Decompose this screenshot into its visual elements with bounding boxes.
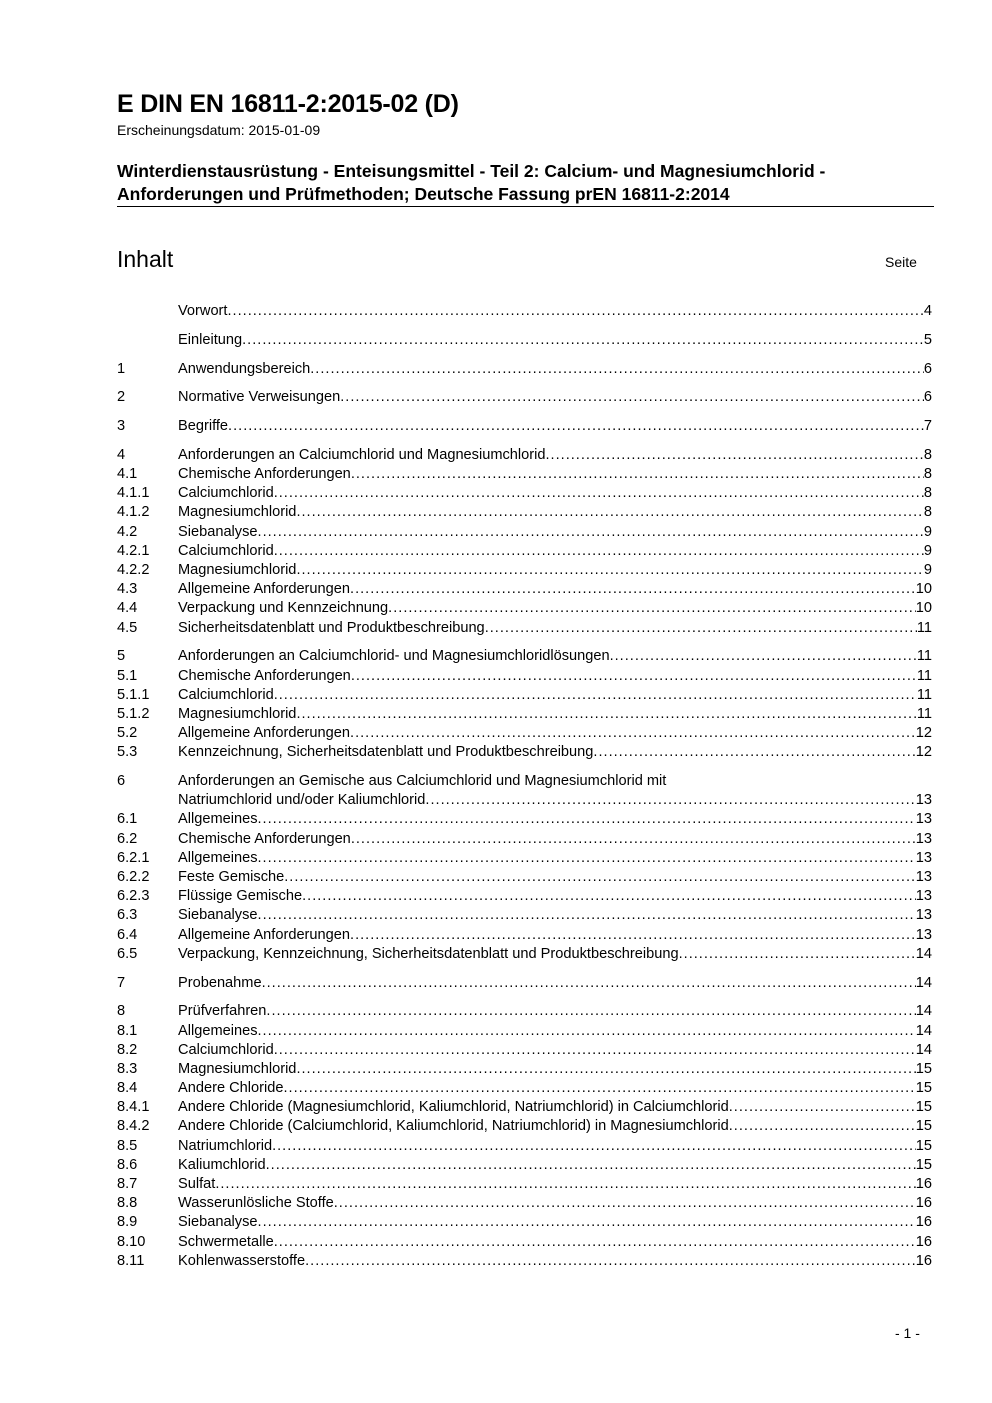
toc-entry-title: Allgemeines xyxy=(178,1022,258,1039)
toc-entry-title: Allgemeine Anforderungen xyxy=(178,725,351,742)
dot-leader xyxy=(350,724,916,743)
toc-entry-title: Magnesiumchlorid xyxy=(178,1060,297,1077)
document-title xyxy=(117,160,932,206)
dot-leader xyxy=(334,1194,916,1213)
toc-entry-page: 13 xyxy=(915,830,932,847)
toc-entry-title: Chemische Anforderungen xyxy=(178,830,351,847)
toc-entry[interactable] xyxy=(117,724,932,743)
toc-entry-page: 10 xyxy=(915,600,932,617)
toc-entry[interactable] xyxy=(117,1079,932,1098)
toc-entry-number: 8.5 xyxy=(117,1137,138,1154)
toc-entry-number: 5.1 xyxy=(117,667,138,684)
dot-leader xyxy=(350,926,916,945)
toc-entry-page: 13 xyxy=(915,888,932,905)
toc-entry-page: 12 xyxy=(915,725,932,742)
dot-leader xyxy=(242,331,924,350)
toc-entry-page: 16 xyxy=(915,1176,932,1193)
dot-leader xyxy=(258,849,916,868)
toc-entry-page: 14 xyxy=(915,1022,932,1039)
toc-entry-title: Einleitung xyxy=(178,331,243,348)
toc-entry[interactable] xyxy=(117,647,932,666)
toc-entry-page: 15 xyxy=(915,1080,932,1097)
toc-entry[interactable] xyxy=(117,974,932,993)
toc-entry-title: Magnesiumchlorid xyxy=(178,504,297,521)
toc-entry-number: 4.1.2 xyxy=(117,504,150,521)
toc-entry-number: 6.3 xyxy=(117,907,138,924)
dot-leader xyxy=(258,1213,916,1232)
toc-entry[interactable] xyxy=(117,906,932,925)
toc-entry-number: 1 xyxy=(117,360,126,377)
dot-leader xyxy=(350,580,916,599)
dot-leader xyxy=(258,906,916,925)
dot-leader xyxy=(272,1137,916,1156)
toc-entry[interactable] xyxy=(117,561,932,580)
dot-leader xyxy=(258,810,916,829)
toc-entry-title: Calciumchlorid xyxy=(178,542,274,559)
toc-entry[interactable] xyxy=(117,599,932,618)
dot-leader xyxy=(351,830,916,849)
dot-leader xyxy=(729,1117,916,1136)
toc-entry-first-line[interactable] xyxy=(117,772,932,791)
toc-entry-title: Magnesiumchlorid xyxy=(178,705,297,722)
toc-entry-number: 8.1 xyxy=(117,1022,138,1039)
toc-entry-number: 8.11 xyxy=(117,1252,145,1269)
toc-entry-page: 8 xyxy=(923,485,932,502)
toc-entry-page: 14 xyxy=(915,974,932,991)
toc-entry[interactable] xyxy=(117,743,932,762)
toc-entry[interactable] xyxy=(117,302,932,321)
toc-entry-number: 5.3 xyxy=(117,744,138,761)
toc-entry-page: 4 xyxy=(923,303,932,319)
toc-entry[interactable] xyxy=(117,388,932,407)
dot-leader xyxy=(610,647,917,666)
toc-entry-page: 7 xyxy=(923,418,932,435)
toc-entry-page: 6 xyxy=(923,389,932,406)
toc-entry-page: 16 xyxy=(915,1233,932,1250)
toc-entry-title: Natriumchlorid xyxy=(178,1137,273,1154)
toc-entry-page: 16 xyxy=(915,1214,932,1231)
toc-entry-page: 14 xyxy=(915,1041,932,1058)
toc-entry-number: 6.1 xyxy=(117,811,138,828)
toc-entry-page: 16 xyxy=(915,1252,932,1269)
toc-entry-page: 6 xyxy=(923,360,932,377)
toc-entry[interactable] xyxy=(117,686,932,705)
toc-entry-title: Schwermetalle xyxy=(178,1233,274,1250)
toc-entry[interactable] xyxy=(117,868,932,887)
toc-entry-title-line-1: Anforderungen an Gemische aus Calciumchlorid und Magnesiumchlorid mit xyxy=(178,773,667,790)
toc-entry-title: Vorwort xyxy=(178,303,228,319)
toc-entry-page: 11 xyxy=(916,667,932,684)
toc-entry-title: Anforderungen an Calciumchlorid- und Magnesiumchloridlösungen xyxy=(178,648,610,665)
toc-entry-title: Siebanalyse xyxy=(178,907,258,924)
toc-entry-page: 9 xyxy=(923,523,932,540)
dot-leader xyxy=(274,1041,916,1060)
dot-leader xyxy=(266,1002,915,1021)
toc-entry-title: Probenahme xyxy=(178,974,262,991)
dot-leader xyxy=(679,945,916,964)
toc-entry-page: 13 xyxy=(915,811,932,828)
toc-entry-title: Wasserunlösliche Stoffe xyxy=(178,1195,334,1212)
toc-entry[interactable] xyxy=(117,1194,932,1213)
toc-entry-number: 4.2.2 xyxy=(117,562,150,579)
toc-entry-page: 5 xyxy=(923,331,932,348)
dot-leader xyxy=(228,417,924,436)
toc-entry-number: 8.3 xyxy=(117,1060,138,1077)
toc-entry-number: 5.1.1 xyxy=(117,686,150,703)
toc-entry-page: 9 xyxy=(923,562,932,579)
toc-entry-title: Sicherheitsdatenblatt und Produktbeschreibung xyxy=(178,619,485,636)
toc-entry-title: Feste Gemische xyxy=(178,869,285,886)
dot-leader xyxy=(227,302,923,321)
toc-entry[interactable] xyxy=(117,1213,932,1232)
dot-leader xyxy=(274,686,917,705)
toc-entry[interactable] xyxy=(117,1156,932,1175)
toc-entry[interactable] xyxy=(117,791,932,810)
toc-entry-page: 9 xyxy=(923,542,932,559)
toc-entry-number: 4.1 xyxy=(117,466,138,483)
toc-entry-title: Siebanalyse xyxy=(178,1214,258,1231)
toc-entry-title: Normative Verweisungen xyxy=(178,389,341,406)
toc-entry-page: 8 xyxy=(923,504,932,521)
toc-entry-page: 15 xyxy=(915,1156,932,1173)
toc-heading: Inhalt xyxy=(117,246,174,272)
toc-entry[interactable] xyxy=(117,887,932,906)
toc-entry-page: 14 xyxy=(915,945,932,962)
table-of-contents xyxy=(117,302,932,1271)
toc-entry-title: Magnesiumchlorid xyxy=(178,562,297,579)
toc-entry-title: Sulfat xyxy=(178,1176,216,1193)
toc-entry-number: 6 xyxy=(117,773,126,790)
toc-entry[interactable] xyxy=(117,667,932,686)
dot-leader xyxy=(310,360,924,379)
toc-entry-number: 8.2 xyxy=(117,1041,138,1058)
toc-entry-number: 8.4.2 xyxy=(117,1118,150,1135)
toc-entry-title: Verpackung, Kennzeichnung, Sicherheitsdatenblatt und Produktbeschreibung xyxy=(178,945,679,962)
toc-entry[interactable] xyxy=(117,945,932,964)
toc-entry-page: 11 xyxy=(916,619,932,636)
dot-leader xyxy=(425,791,915,810)
toc-entry-number: 2 xyxy=(117,389,126,406)
dot-leader xyxy=(388,599,916,618)
toc-entry-number: 6.2.2 xyxy=(117,869,150,886)
toc-entry-number: 8 xyxy=(117,1003,126,1020)
toc-entry-page: 13 xyxy=(915,926,932,943)
document-id: E DIN EN 16811-2:2015-02 (D) xyxy=(117,90,459,118)
toc-entry[interactable] xyxy=(117,360,932,379)
toc-entry[interactable] xyxy=(117,484,932,503)
toc-entry-number: 4.1.1 xyxy=(117,485,150,502)
dot-leader xyxy=(274,484,924,503)
toc-entry[interactable] xyxy=(117,926,932,945)
dot-leader xyxy=(296,503,923,522)
toc-entry-title: Kennzeichnung, Sicherheitsdatenblatt und Produktbeschreibung xyxy=(178,744,594,761)
toc-entry[interactable] xyxy=(117,503,932,522)
toc-entry[interactable] xyxy=(117,1252,932,1271)
toc-entry-page: 16 xyxy=(915,1195,932,1212)
toc-entry[interactable] xyxy=(117,849,932,868)
dot-leader xyxy=(340,388,924,407)
document-title-line-1: Winterdienstausrüstung - Enteisungsmittel - Teil 2: Calcium- und Magnesiumchlorid - xyxy=(117,161,826,181)
dot-leader xyxy=(284,868,916,887)
toc-entry-number: 6.2.3 xyxy=(117,888,150,905)
toc-entry-page: 13 xyxy=(915,849,932,866)
toc-entry-title: Flüssige Gemische xyxy=(178,888,303,905)
toc-entry-title: Andere Chloride (Calciumchlorid, Kaliumchlorid, Natriumchlorid) in Magnesiumchlorid xyxy=(178,1118,729,1135)
toc-entry-number: 8.6 xyxy=(117,1156,138,1173)
dot-leader xyxy=(485,619,917,638)
dot-leader xyxy=(274,1233,916,1252)
toc-entry[interactable] xyxy=(117,580,932,599)
toc-entry-title: Allgemeine Anforderungen xyxy=(178,581,351,598)
toc-entry[interactable] xyxy=(117,417,932,436)
dot-leader xyxy=(305,1252,916,1271)
toc-entry-number: 8.8 xyxy=(117,1195,138,1212)
toc-entry-page: 11 xyxy=(916,648,932,665)
toc-entry[interactable] xyxy=(117,1041,932,1060)
toc-entry-title: Calciumchlorid xyxy=(178,1041,274,1058)
toc-entry-title: Allgemeines xyxy=(178,811,258,828)
toc-entry[interactable] xyxy=(117,1022,932,1041)
dot-leader xyxy=(274,542,924,561)
toc-entry[interactable] xyxy=(117,810,932,829)
toc-entry[interactable] xyxy=(117,542,932,561)
toc-entry-number: 4 xyxy=(117,446,126,463)
toc-entry-page: 14 xyxy=(915,1003,932,1020)
toc-entry-page: 15 xyxy=(915,1060,932,1077)
toc-entry[interactable] xyxy=(117,1117,932,1136)
toc-entry-title: Kaliumchlorid xyxy=(178,1156,266,1173)
dot-leader xyxy=(258,523,924,542)
toc-entry-number: 5.1.2 xyxy=(117,705,150,722)
toc-entry-page: 10 xyxy=(915,581,932,598)
toc-entry-number: 4.3 xyxy=(117,581,138,598)
toc-entry-number: 8.9 xyxy=(117,1214,138,1231)
toc-entry-title: Calciumchlorid xyxy=(178,686,274,703)
dot-leader xyxy=(302,887,916,906)
toc-entry[interactable] xyxy=(117,331,932,350)
toc-entry-number: 8.4 xyxy=(117,1080,138,1097)
dot-leader xyxy=(283,1079,915,1098)
toc-entry-title: Kohlenwasserstoffe xyxy=(178,1252,306,1269)
dot-leader xyxy=(729,1098,916,1117)
title-divider xyxy=(117,206,934,207)
toc-entry-number: 7 xyxy=(117,974,126,991)
toc-entry-title: Siebanalyse xyxy=(178,523,258,540)
dot-leader xyxy=(296,1060,915,1079)
toc-entry-number: 4.5 xyxy=(117,619,138,636)
toc-entry-page: 13 xyxy=(915,792,932,809)
toc-entry-page: 8 xyxy=(923,466,932,483)
toc-entry[interactable] xyxy=(117,1175,932,1194)
toc-entry[interactable] xyxy=(117,523,932,542)
toc-entry-page: 11 xyxy=(916,686,932,703)
toc-entry-title: Verpackung und Kennzeichnung xyxy=(178,600,389,617)
toc-entry-title: Allgemeine Anforderungen xyxy=(178,926,351,943)
toc-entry[interactable] xyxy=(117,1060,932,1079)
toc-entry-number: 6.2.1 xyxy=(117,849,150,866)
toc-entry[interactable] xyxy=(117,465,932,484)
toc-entry-title: Begriffe xyxy=(178,418,229,435)
toc-entry-number: 4.2 xyxy=(117,523,138,540)
toc-entry[interactable] xyxy=(117,1137,932,1156)
toc-entry-title: Natriumchlorid und/oder Kaliumchlorid xyxy=(178,792,426,809)
toc-page-column-label: Seite xyxy=(885,254,917,270)
dot-leader xyxy=(351,667,917,686)
dot-leader xyxy=(266,1156,916,1175)
toc-entry-number: 6.5 xyxy=(117,945,138,962)
toc-entry-page: 13 xyxy=(915,907,932,924)
toc-entry-page: 13 xyxy=(915,869,932,886)
dot-leader xyxy=(296,705,916,724)
toc-entry-number: 5.2 xyxy=(117,725,138,742)
toc-entry-number: 8.7 xyxy=(117,1176,138,1193)
publication-date: Erscheinungsdatum: 2015-01-09 xyxy=(117,122,321,138)
dot-leader xyxy=(296,561,923,580)
toc-entry-title: Chemische Anforderungen xyxy=(178,667,351,684)
toc-entry-page: 15 xyxy=(915,1137,932,1154)
dot-leader xyxy=(593,743,915,762)
toc-entry-number: 6.4 xyxy=(117,926,138,943)
toc-entry-number: 8.10 xyxy=(117,1233,146,1250)
toc-entry-page: 11 xyxy=(916,705,932,722)
toc-entry-page: 8 xyxy=(923,446,932,463)
toc-entry-page: 15 xyxy=(915,1118,932,1135)
toc-entry-title: Prüfverfahren xyxy=(178,1003,267,1020)
toc-entry-number: 4.2.1 xyxy=(117,542,150,559)
dot-leader xyxy=(262,974,916,993)
toc-entry-page: 12 xyxy=(915,744,932,761)
toc-entry-number: 4.4 xyxy=(117,600,138,617)
toc-entry[interactable] xyxy=(117,1233,932,1252)
toc-entry[interactable] xyxy=(117,1098,932,1117)
toc-entry-title: Andere Chloride (Magnesiumchlorid, Kaliumchlorid, Natriumchlorid) in Calciumchlorid xyxy=(178,1099,729,1116)
toc-entry-title: Calciumchlorid xyxy=(178,485,274,502)
toc-entry-title: Andere Chloride xyxy=(178,1080,284,1097)
toc-entry[interactable] xyxy=(117,619,932,638)
toc-entry[interactable] xyxy=(117,1002,932,1021)
toc-entry[interactable] xyxy=(117,705,932,724)
toc-entry[interactable] xyxy=(117,446,932,465)
page-number: - 1 - xyxy=(895,1325,920,1341)
toc-entry[interactable] xyxy=(117,830,932,849)
toc-entry-number: 8.4.1 xyxy=(117,1099,150,1116)
toc-entry-page: 15 xyxy=(915,1099,932,1116)
dot-leader xyxy=(215,1175,915,1194)
dot-leader xyxy=(545,446,923,465)
toc-entry-number: 5 xyxy=(117,648,126,665)
toc-entry-number: 3 xyxy=(117,418,126,435)
toc-entry-title: Chemische Anforderungen xyxy=(178,466,351,483)
document-title-line-2: Anforderungen und Prüfmethoden; Deutsche Fassung prEN 16811-2:2014 xyxy=(117,184,730,204)
dot-leader xyxy=(258,1022,916,1041)
toc-entry-title: Anforderungen an Calciumchlorid und Magnesiumchlorid xyxy=(178,446,546,463)
toc-entry-number: 6.2 xyxy=(117,830,138,847)
toc-entry-title: Anwendungsbereich xyxy=(178,360,311,377)
toc-entry-title: Allgemeines xyxy=(178,849,258,866)
dot-leader xyxy=(351,465,924,484)
